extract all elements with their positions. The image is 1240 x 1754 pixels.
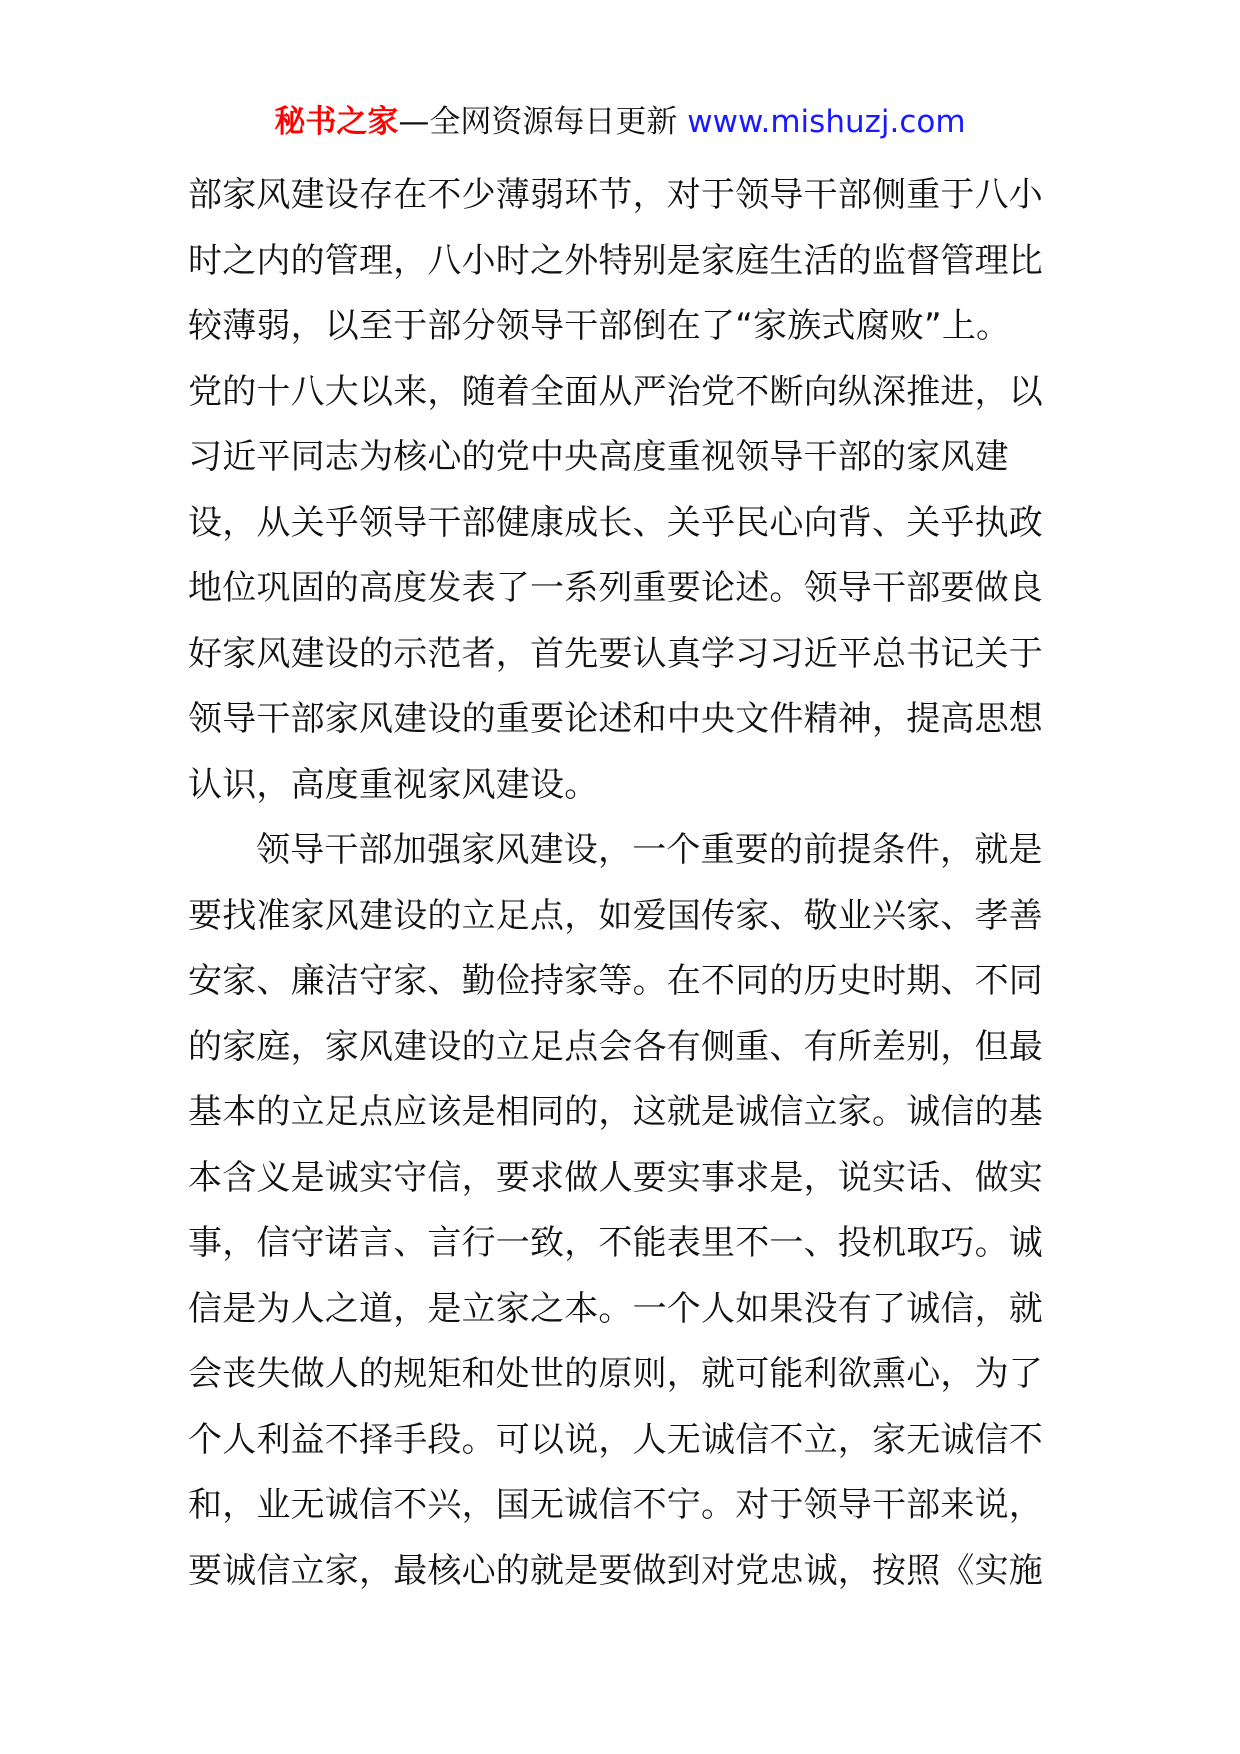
text-line: 会丧失做人的规矩和处世的原则，就可能利欲熏心，为了 [188,1354,1043,1394]
text-line: 要找准家风建设的立足点，如爱国传家、敬业兴家、孝善 [188,895,1043,936]
paragraph-first-line: 领导干部加强家风建设，一个重要的前提条件，就是 [256,830,1043,870]
text-line: 时之内的管理，八小时之外特别是家庭生活的监督管理比 [188,240,1043,281]
text-line: 习近平同志为核心的党中央高度重视领导干部的家风建 [188,437,1009,477]
text-line: 要诚信立家，最核心的就是要做到对党忠诚，按照《实施 [188,1550,1043,1591]
text-line: 本含义是诚实守信，要求做人要实事求是，说实话、做实 [188,1157,1043,1198]
text-line: 事，信守诺言、言行一致，不能表里不一、投机取巧。诚 [188,1223,1043,1263]
text-line: 地位巩固的高度发表了一系列重要论述。领导干部要做良 [188,568,1043,608]
text-line: 个人利益不择手段。可以说，人无诚信不立，家无诚信不 [188,1419,1043,1460]
brand-name: 秘书之家 [274,104,399,140]
text-line: 领导干部家风建设的重要论述和中央文件精神，提高思想 [188,699,1043,739]
text-line: 较薄弱，以至于部分领导干部倒在了“家族式腐败”上。 [188,306,1011,346]
header-tagline: —全网资源每日更新 [398,104,688,140]
site-url-link[interactable]: www.mishuzj.com [687,104,966,140]
text-line: 信是为人之道，是立家之本。一个人如果没有了诚信，就 [188,1288,1043,1329]
text-line: 部家风建设存在不少薄弱环节，对于领导干部侧重于八小 [188,175,1043,215]
text-line: 认识，高度重视家风建设。 [188,764,599,805]
text-line: 和，业无诚信不兴，国无诚信不宁。对于领导干部来说， [188,1485,1043,1525]
text-line: 安家、廉洁守家、勤俭持家等。在不同的历史时期、不同 [188,961,1043,1001]
text-line: 好家风建设的示范者，首先要认真学习习近平总书记关于 [188,633,1043,674]
document-body [188,163,1058,1604]
text-line: 基本的立足点应该是相同的，这就是诚信立家。诚信的基 [188,1092,1043,1132]
text-line: 设，从关乎领导干部健康成长、关乎民心向背、关乎执政 [188,502,1043,543]
text-line: 的家庭，家风建设的立足点会各有侧重、有所差别，但最 [188,1026,1043,1067]
page-header [0,100,1240,144]
text-line: 党的十八大以来，随着全面从严治党不断向纵深推进，以 [188,371,1043,412]
